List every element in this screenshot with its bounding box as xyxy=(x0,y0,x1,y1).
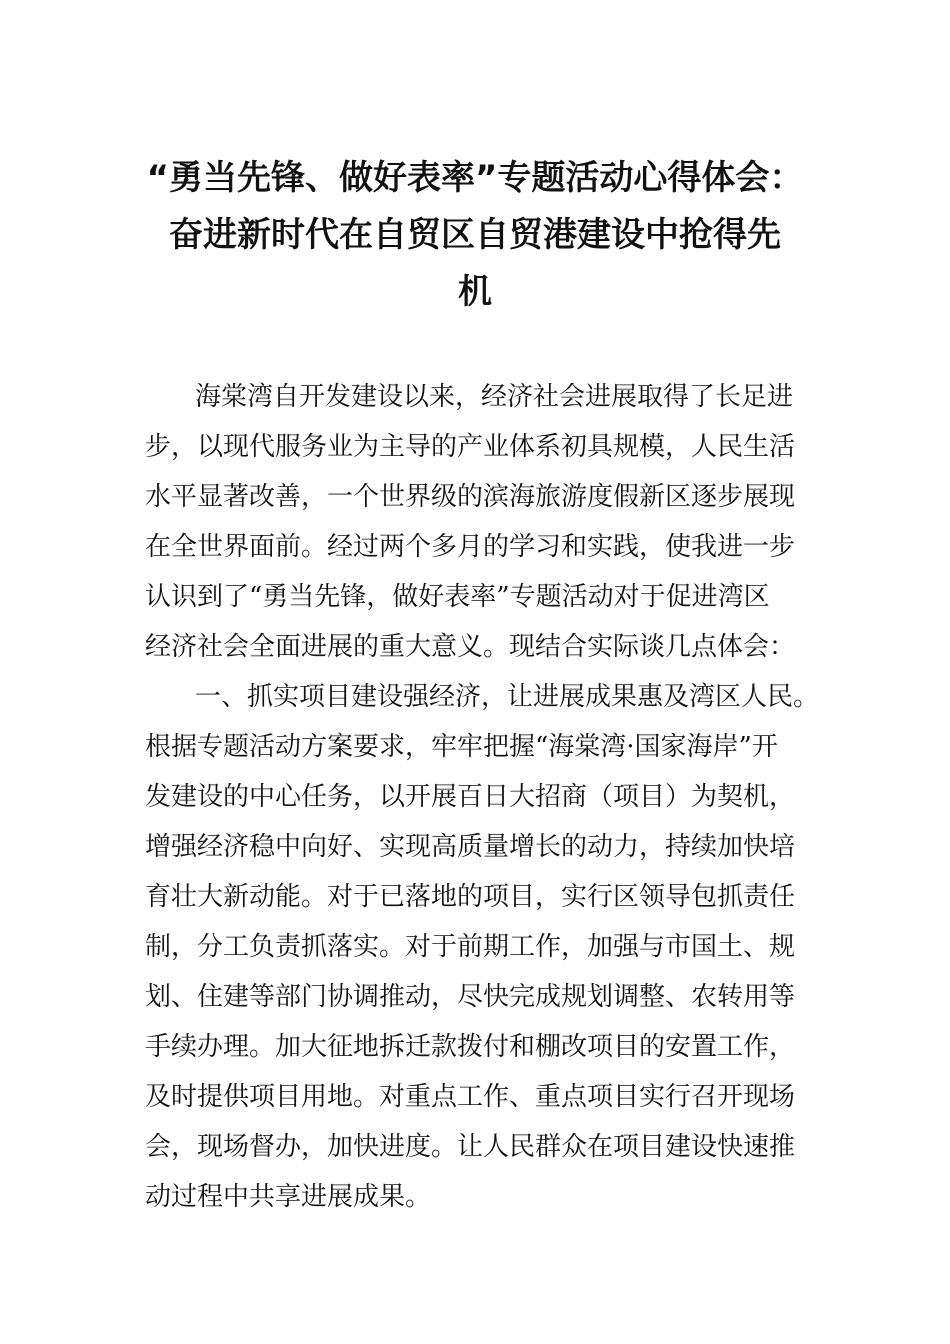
paragraph-2-line-9: 会，现场督办，加快进度。让人民群众在项目建设快速推 xyxy=(145,1132,796,1162)
title-line-3: 机 xyxy=(458,272,492,312)
paragraph-2-line-6: 划、住建等部门协调推动，尽快完成规划调整、农转用等 xyxy=(145,982,796,1012)
paragraph-2-line-4: 育壮大新动能。对于已落地的项目，实行区领导包抓责任 xyxy=(145,882,796,912)
title-line-1: “勇当先锋、做好表率”专题活动心得体会： xyxy=(146,158,804,198)
title-line-2: 奋进新时代在自贸区自贸港建设中抢得先 xyxy=(169,215,781,255)
paragraph-1-line-1: 海棠湾自开发建设以来，经济社会进展取得了长足进 xyxy=(195,382,794,412)
paragraph-2-line-3: 增强经济稳中向好、实现高质量增长的动力，持续加快培 xyxy=(145,832,796,862)
paragraph-1-line-5: 认识到了“勇当先锋，做好表率”专题活动对于促进湾区 xyxy=(145,582,770,612)
paragraph-2-line-8: 及时提供项目用地。对重点工作、重点项目实行召开现场 xyxy=(145,1082,796,1112)
paragraph-1-line-6: 经济社会全面进展的重大意义。现结合实际谈几点体会： xyxy=(145,632,796,662)
section-1-heading: 一、抓实项目建设强经济，让进展成果惠及湾区人民。 xyxy=(195,682,820,712)
paragraph-2-line-2: 发建设的中心任务，以开展百日大招商（项目）为契机， xyxy=(145,782,796,812)
paragraph-2-line-5: 制，分工负责抓落实。对于前期工作，加强与市国土、规 xyxy=(145,932,796,962)
paragraph-2-line-1: 根据专题活动方案要求，牢牢把握“海棠湾·国家海岸”开 xyxy=(145,732,778,762)
paragraph-1-line-2: 步，以现代服务业为主导的产业体系初具规模，人民生活 xyxy=(145,432,796,462)
paragraph-2-line-10: 动过程中共享进展成果。 xyxy=(145,1182,432,1212)
paragraph-2-line-7: 手续办理。加大征地拆迁款拨付和棚改项目的安置工作， xyxy=(145,1032,796,1062)
paragraph-1-line-4: 在全世界面前。经过两个多月的学习和实践，使我进一步 xyxy=(145,532,796,562)
paragraph-1-line-3: 水平显著改善，一个世界级的滨海旅游度假新区逐步展现 xyxy=(145,482,796,512)
